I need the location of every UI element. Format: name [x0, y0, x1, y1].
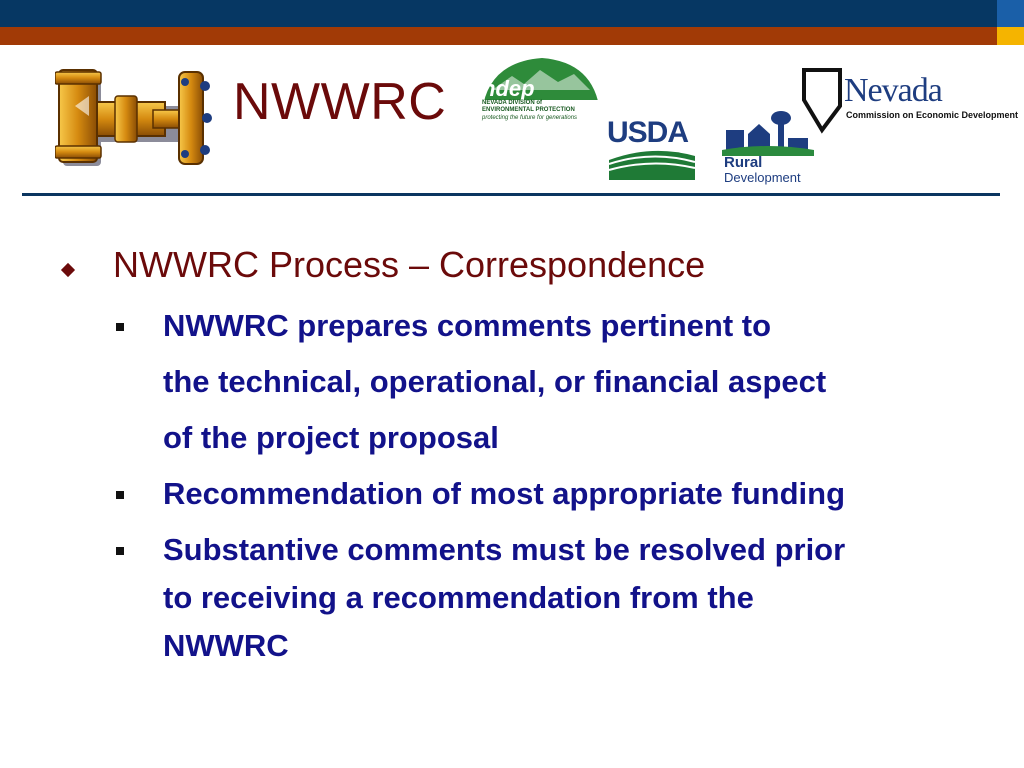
- bullet-1-line-1: NWWRC prepares comments pertinent to: [163, 308, 772, 343]
- section-heading: NWWRC Process – Correspondence: [113, 244, 706, 285]
- pipe-valve-icon: [55, 62, 215, 177]
- bullet-3-line-1: Substantive comments must be resolved prior: [163, 532, 846, 567]
- ndep-logo-line1: NEVADA DIVISION of: [482, 100, 543, 106]
- ndep-logo-name: ndep: [482, 76, 535, 101]
- bullet-3-line-3: NWWRC: [163, 628, 289, 663]
- ndep-logo: [478, 52, 604, 129]
- ndep-logo-tagline: protecting the future for generations: [482, 115, 578, 121]
- nevada-commission-logo: [800, 66, 1019, 141]
- square-bullet-icon: [116, 323, 124, 331]
- title-divider: [22, 193, 1000, 196]
- nevada-logo-subtitle: Commission on Economic Development: [846, 110, 1019, 120]
- square-bullet-icon: [116, 491, 124, 499]
- slide-title: NWWRC: [233, 73, 447, 131]
- square-bullet-icon: [116, 547, 124, 555]
- rural-development-line1: Rural: [724, 154, 763, 171]
- bullet-3-line-2: to receiving a recommendation from the: [163, 580, 754, 615]
- rural-development-line2: Development: [724, 170, 801, 185]
- diamond-bullet-icon: [61, 263, 75, 277]
- ndep-logo-line2: ENVIRONMENTAL PROTECTION: [482, 107, 575, 113]
- bullet-1-line-2: the technical, operational, or financial aspect: [163, 364, 827, 399]
- header-corner-gold: [997, 27, 1024, 45]
- header-bar-navy: [0, 0, 997, 27]
- usda-logo-name: USDA: [607, 116, 689, 149]
- bullet-1-line-3: of the project proposal: [163, 420, 499, 455]
- bullet-2-line-1: Recommendation of most appropriate funding: [163, 476, 846, 511]
- header-bar-rust: [0, 27, 997, 45]
- header-corner-blue: [997, 0, 1024, 27]
- nevada-logo-name: Nevada: [844, 72, 942, 109]
